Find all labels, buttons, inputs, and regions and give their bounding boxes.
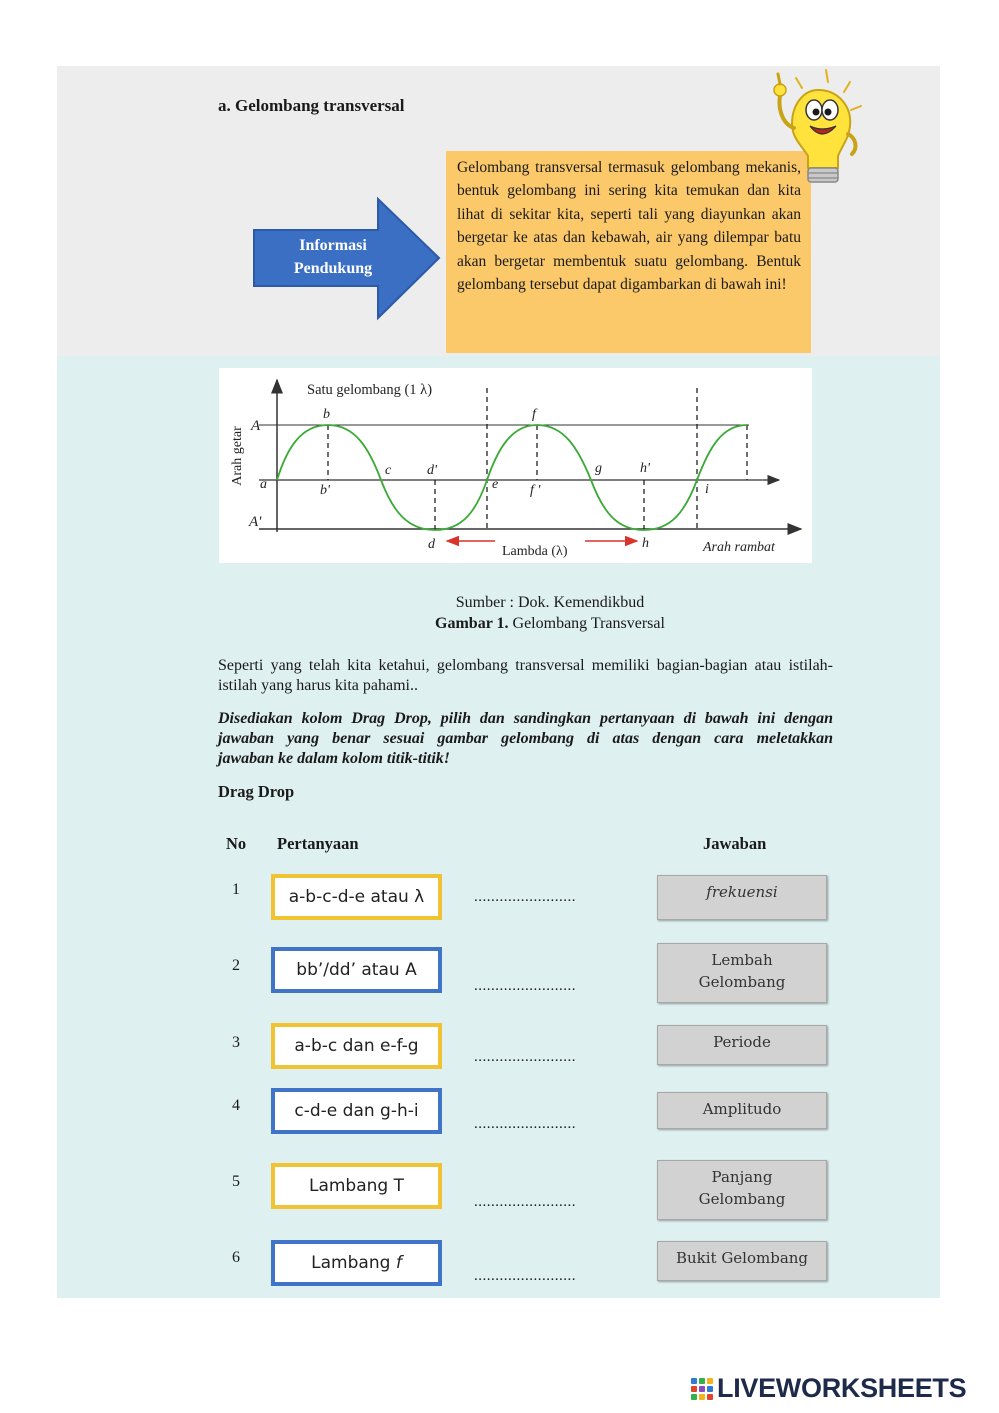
drop-target-6[interactable]: ........................ xyxy=(474,1268,576,1284)
x-axis-label: Arah rambat xyxy=(703,540,775,555)
answer-card-panjang-gelombang[interactable]: Panjang Gelombang xyxy=(657,1160,827,1220)
label-i: i xyxy=(705,482,709,497)
label-a: a xyxy=(260,477,267,492)
drop-target-5[interactable]: ........................ xyxy=(474,1194,576,1210)
label-h-prime: h' xyxy=(640,461,650,476)
question-box-1: a-b-c-d-e atau λ xyxy=(271,874,442,920)
question-number-4: 4 xyxy=(232,1097,240,1114)
label-f: f xyxy=(532,407,536,422)
label-d: d xyxy=(428,537,435,552)
question-6-prefix: Lambang xyxy=(311,1253,396,1273)
figure-source: Sumber : Dok. Kemendikbud xyxy=(455,594,645,611)
drag-drop-title: Drag Drop xyxy=(218,782,295,801)
answer-card-bukit-gelombang[interactable]: Bukit Gelombang xyxy=(657,1241,827,1281)
label-b-prime: b' xyxy=(320,483,330,498)
question-number-5: 5 xyxy=(232,1173,240,1190)
col-header-answer: Jawaban xyxy=(703,834,767,853)
drop-target-1[interactable]: ........................ xyxy=(474,889,576,905)
answer-card-periode[interactable]: Periode xyxy=(657,1025,827,1065)
label-h: h xyxy=(642,536,649,551)
answer-card-lembah-gelombang[interactable]: Lembah Gelombang xyxy=(657,943,827,1003)
info-text-box: Gelombang transversal termasuk gelombang mekanis, bentuk gelombang ini sering kita temukan dan kita lihat di sekitar kita, seperti tali yang diayunkan akan bergetar ke atas dan kebawah, air yang dilempar batu akan bergetar membentuk suatu gelombang. Bentuk gelombang tersebut dapat digambarkan di bawah ini! xyxy=(446,151,811,353)
info-arrow-label xyxy=(258,234,408,280)
label-c: c xyxy=(385,463,392,478)
label-A: A xyxy=(251,418,261,434)
label-e: e xyxy=(492,477,499,492)
dashed-guides xyxy=(328,388,747,530)
question-number-3: 3 xyxy=(232,1034,240,1051)
label-f-prime: f ' xyxy=(530,483,541,498)
transverse-wave xyxy=(277,425,747,530)
liveworksheets-logo xyxy=(690,1373,966,1404)
question-box-6 xyxy=(271,1240,442,1286)
liveworksheets-logo-text: LIVEWORKSHEETS xyxy=(717,1373,967,1403)
instruction-line-1: Disediakan kolom Drag Drop, pilih dan sandingkan pertanyaan di bawah ini dengan xyxy=(218,710,833,727)
question-box-3: a-b-c dan e-f-g xyxy=(271,1023,442,1069)
figure-caption xyxy=(300,615,800,633)
label-g: g xyxy=(595,461,602,476)
instruction-line-2: jawaban yang benar sesuai gambar gelombang di atas dengan cara meletakkan xyxy=(218,730,833,747)
drop-target-2[interactable]: ........................ xyxy=(474,978,576,994)
label-b: b xyxy=(323,407,330,422)
question-box-4: c-d-e dan g-h-i xyxy=(271,1088,442,1134)
question-box-5: Lambang T xyxy=(271,1163,442,1209)
question-box-2: bb’/dd’ atau A xyxy=(271,947,442,993)
question-number-2: 2 xyxy=(232,957,240,974)
answer-card-amplitudo[interactable]: Amplitudo xyxy=(657,1092,827,1129)
lambda-label: Lambda (λ) xyxy=(502,544,568,559)
info-arrow-line2: Pendukung xyxy=(293,260,373,277)
y-axis-label: Arah getar xyxy=(230,426,245,486)
wave-figure xyxy=(219,368,812,563)
intro-paragraph: Seperti yang telah kita ketahui, gelombang transversal memiliki bagian-bagian atau istilah-istilah yang harus kita pahami.. xyxy=(218,657,833,694)
one-wave-label: Satu gelombang (1 λ) xyxy=(307,382,433,398)
question-number-1: 1 xyxy=(232,881,240,898)
liveworksheets-logo-icon xyxy=(690,1377,714,1401)
info-arrow-line1: Informasi xyxy=(299,237,367,254)
question-number-6: 6 xyxy=(232,1249,240,1266)
label-A-prime: A' xyxy=(249,514,262,530)
figure-caption-label: Gambar 1. xyxy=(435,615,509,632)
lightbulb-mascot-icon xyxy=(766,68,866,190)
col-header-question: Pertanyaan xyxy=(277,834,359,853)
answer-card-frekuensi[interactable]: frekuensi xyxy=(657,875,827,920)
drop-target-4[interactable]: ........................ xyxy=(474,1116,576,1132)
section-heading: a. Gelombang transversal xyxy=(218,96,405,115)
label-d-prime: d' xyxy=(427,463,437,478)
instruction-line-3: jawaban ke dalam kolom titik-titik! xyxy=(218,750,451,767)
drop-target-3[interactable]: ........................ xyxy=(474,1049,576,1065)
question-6-italic: f xyxy=(395,1253,402,1273)
figure-caption-title: Gelombang Transversal xyxy=(508,615,665,632)
col-header-no: No xyxy=(226,834,247,853)
